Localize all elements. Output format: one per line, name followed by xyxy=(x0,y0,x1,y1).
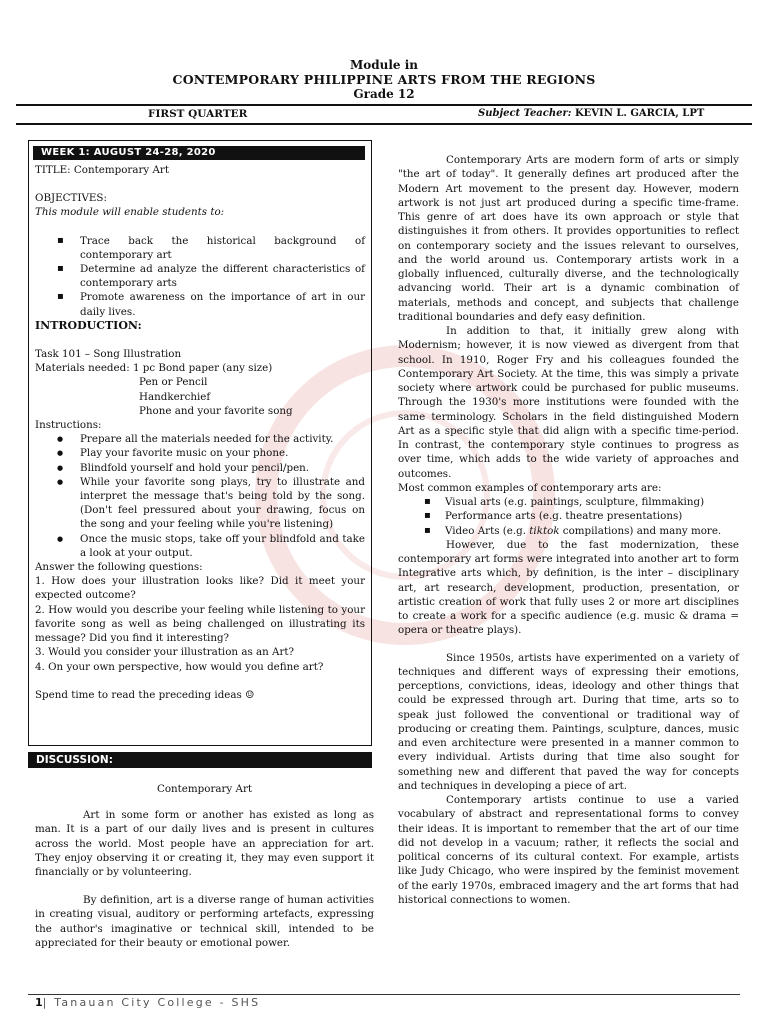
header-rule-bottom xyxy=(16,123,752,125)
objectives-heading: OBJECTIVES: xyxy=(35,192,107,205)
right-column xyxy=(398,153,739,907)
header-grade: Grade 12 xyxy=(353,87,415,101)
materials-label: Materials needed: 1 pc Bond paper (any size) xyxy=(35,362,273,375)
discussion-title: Contemporary Art xyxy=(156,783,253,795)
body-paragraph: In addition to that, it initially grew along with Modernism; however, it is now viewed as divergent from that school. In 1910, Roger Fry and his colleagues founded the Contemporary Art Society. At the time, this was simply a private society where artwork could be purchased for public museums. Through the 1930's more institutions were founded with the same terminology. Scholars in the field distinguished Modern Art as a specific style that did align with a specific time-period. In contrast, the contemporary style continues to progress as over time, which adds to the wide variety of approaches and outcomes. xyxy=(398,325,739,480)
body-paragraph: Since 1950s, artists have experimented on a variety of techniques and different ways of expressing their emotions, perceptions, convictions, ideas, ideology and other things that could be expressed through art. During that time, arts so to speak just followed the conventional or traditional way of producing or creating them. Paintings, sculpture, dances, music and even architecture were presented in a manner common to every individual. Artists during that time also sought for something new and different that paved the way for concepts and techniques in developing a piece of art. xyxy=(398,651,739,792)
activity-content xyxy=(35,163,365,702)
discussion-content xyxy=(35,782,374,950)
header-module-line: Module in xyxy=(349,58,419,72)
footer-rule xyxy=(28,994,740,995)
teacher-name: KEVIN L. GARCIA, LPT xyxy=(574,108,705,119)
instructions-heading: Instructions: xyxy=(35,419,102,432)
material-item: Handkerchief xyxy=(139,390,211,403)
week-banner: WEEK 1: AUGUST 24-28, 2020 xyxy=(33,146,365,160)
instruction-item: ● Once the music stops, take off your blindfold and take a look at your output. xyxy=(35,532,365,560)
body-paragraph: However, due to the fast modernization, these contemporary art forms were integrated into another art to form Integrative arts which, by definition, is the inter – disciplinary art, art research, development, production, presentation, or artistic creation of work that fully uses 2 or more art disciplines to create a work for a specific audience (e.g. music & drama = opera or theatre plays). xyxy=(398,538,739,637)
header-subject: CONTEMPORARY PHILIPPINE ARTS FROM THE REGIONS xyxy=(172,71,596,87)
footer-text: | Tanauan City College - SHS xyxy=(42,996,261,1009)
instruction-item: ● While your favorite song plays, try to illustrate and interpret the message that's being told by the song. (Don't feel pressured about your drawing, focus on the song and your feeling while you're listening) xyxy=(35,475,365,532)
discussion-paragraph: By definition, art is a diverse range of human activities in creating visual, auditory or performing artefacts, expressing the author's imaginative or technical skill, intended to be appreciated for their beauty or emotional power. xyxy=(35,894,374,949)
questions-heading: Answer the following questions: xyxy=(35,561,203,574)
closing-note: Spend time to read the preceding ideas ☺ xyxy=(35,688,255,701)
body-paragraph: Contemporary Arts are modern form of arts or simply "the art of today". It generally defines art produced after the Modern Art movement to the present day. However, modern artwork is not just art produced during a specific time-frame. This genre of art does have its own approach or style that distinguishes it from others. It provides opportunities to reflect on contemporary society and the issues relevant to ourselves, and the world around us. Contemporary artists work in a globally influenced, culturally diverse, and the technologically advancing world. Their art is a dynamic combination of materials, methods and concept, and subjects that challenge traditional boundaries and defy easy definition. xyxy=(398,154,739,323)
quarter-label: FIRST QUARTER xyxy=(148,108,248,120)
page-footer xyxy=(35,996,260,1009)
introduction-heading: INTRODUCTION: xyxy=(35,318,142,332)
header-rule-top xyxy=(16,104,752,106)
instruction-item: ● Blindfold yourself and hold your pencil/pen. xyxy=(35,461,365,475)
question-item: 2. How would you describe your feeling while listening to your favorite song as well as being challenged on illustrating its message? Did you find it interesting? xyxy=(35,603,365,645)
example-item: ▪ Performance arts (e.g. theatre presentations) xyxy=(398,509,739,523)
instructions-list xyxy=(35,432,365,560)
instruction-item: ● Play your favorite music on your phone. xyxy=(35,446,365,460)
example-item: ▪ Visual arts (e.g. paintings, sculpture, filmmaking) xyxy=(398,495,739,509)
document-header xyxy=(0,58,768,102)
material-item: Pen or Pencil xyxy=(139,376,208,389)
question-item: 4. On your own perspective, how would you define art? xyxy=(35,660,324,673)
module-title: TITLE: Contemporary Art xyxy=(35,164,169,176)
objective-item: ▪ Trace back the historical background of contemporary art xyxy=(35,234,365,262)
question-item: 1. How does your illustration looks like? Did it meet your expected outcome? xyxy=(35,575,365,602)
discussion-banner: DISCUSSION: xyxy=(28,752,372,768)
material-item: Phone and your favorite song xyxy=(139,404,293,417)
example-item: ▪ Video Arts (e.g. tiktok compilations) and many more. xyxy=(398,524,739,538)
subject-teacher xyxy=(478,108,704,119)
discussion-paragraph: Art in some form or another has existed as long as man. It is a part of our daily lives and is present in cultures across the world. Most people have an appreciation for art. They enjoy observing it or creating it, they may even support it financially or by volunteering. xyxy=(35,809,374,879)
body-paragraph: Contemporary artists continue to use a varied vocabulary of abstract and representational forms to convey their ideas. It is important to remember that the art of our time did not develop in a vacuum; rather, it reflects the social and political concerns of its cultural context. For example, artists like Judy Chicago, who were inspired by the feminist movement of the early 1970s, embraced imagery and the art forms that had historical connections to women. xyxy=(398,794,739,906)
objectives-intro: This module will enable students to: xyxy=(35,206,225,219)
page-number: 1 xyxy=(35,996,43,1009)
objectives-list xyxy=(35,234,365,319)
examples-heading: Most common examples of contemporary arts are: xyxy=(398,481,662,494)
objective-item: ▪ Determine ad analyze the different characteristics of contemporary arts xyxy=(35,262,365,290)
task-title: Task 101 – Song Illustration xyxy=(35,348,182,361)
question-item: 3. Would you consider your illustration as an Art? xyxy=(35,646,295,659)
teacher-label: Subject Teacher: xyxy=(478,108,572,119)
instruction-item: ● Prepare all the materials needed for the activity. xyxy=(35,432,365,446)
objective-item: ▪ Promote awareness on the importance of art in our daily lives. xyxy=(35,290,365,318)
examples-list xyxy=(398,495,739,538)
